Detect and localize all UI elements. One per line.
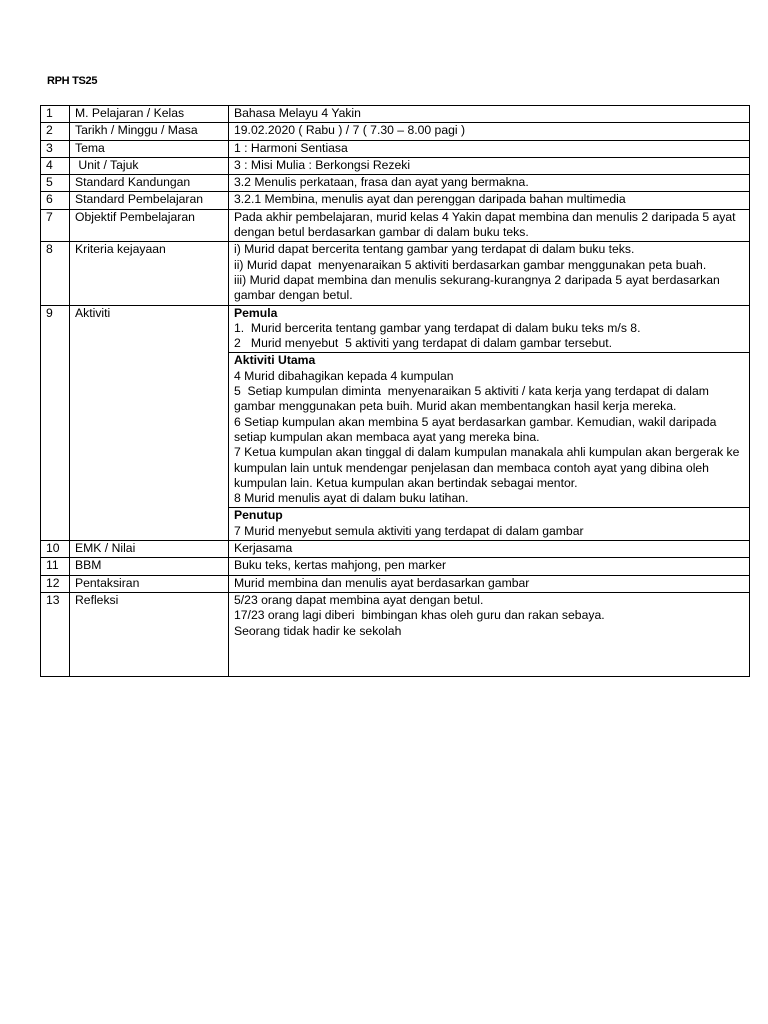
row-value: Murid membina dan menulis ayat berdasarkan gambar — [229, 575, 750, 592]
table-row — [41, 242, 750, 305]
row-value — [229, 242, 750, 305]
row-label: BBM — [70, 558, 229, 575]
blank-space — [234, 639, 749, 675]
reflection-line: 5/23 orang dapat membina ayat dengan betul. — [234, 592, 484, 607]
row-number: 7 — [41, 209, 70, 242]
row-label: Tema — [70, 140, 229, 157]
table-row — [41, 575, 750, 592]
row-value: 19.02.2020 ( Rabu ) / 7 ( 7.30 – 8.00 pagi ) — [229, 123, 750, 140]
activity-line: 5 Setiap kumpulan diminta menyenaraikan 5 aktiviti / kata kerja yang terdapat di dalam gambar menggunakan peta buih. Murid akan membentangkan hasil kerja mereka. — [234, 384, 713, 414]
row-value: 3.2 Menulis perkataan, frasa dan ayat yang bermakna. — [229, 175, 750, 192]
row-number: 12 — [41, 575, 70, 592]
criteria-line: ii) Murid dapat menyenaraikan 5 aktiviti berdasarkan gambar menggunakan peta buah. — [234, 257, 707, 272]
activity-line: 2 Murid menyebut 5 aktiviti yang terdapat di dalam gambar tersebut. — [234, 336, 613, 351]
row-value: Kerjasama — [229, 541, 750, 558]
activity-utama — [229, 353, 750, 508]
reflection-line: Seorang tidak hadir ke sekolah — [234, 623, 402, 638]
row-value: Bahasa Melayu 4 Yakin — [229, 106, 750, 123]
table-row — [41, 192, 750, 209]
section-heading: Aktiviti Utama — [234, 353, 316, 368]
row-value: 3.2.1 Membina, menulis ayat dan perenggan daripada bahan multimedia — [229, 192, 750, 209]
row-label: Standard Kandungan — [70, 175, 229, 192]
row-number: 11 — [41, 558, 70, 575]
row-label: Pentaksiran — [70, 575, 229, 592]
row-label: Unit / Tajuk — [70, 157, 229, 174]
activity-line: 7 Murid menyebut semula aktiviti yang terdapat di dalam gambar — [234, 523, 584, 538]
row-label: Refleksi — [70, 592, 229, 676]
table-row — [41, 592, 750, 676]
row-value — [229, 592, 750, 676]
row-label: Kriteria kejayaan — [70, 242, 229, 305]
row-label: Objektif Pembelajaran — [70, 209, 229, 242]
row-number: 6 — [41, 192, 70, 209]
table-row — [41, 541, 750, 558]
row-number: 9 — [41, 305, 70, 540]
table-row — [41, 175, 750, 192]
criteria-line: i) Murid dapat bercerita tentang gambar yang terdapat di dalam buku teks. — [234, 242, 635, 257]
document-title: RPH TS25 — [47, 75, 98, 87]
activity-line: 7 Ketua kumpulan akan tinggal di dalam kumpulan manakala ahli kumpulan akan bergerak ke kumpulan lain untuk mendengar penjelasan dan membaca contoh ayat yang dibina oleh kumpulan lain. Ketua kumpulan akan bertindak sebagai mentor. — [234, 445, 743, 490]
row-label: Standard Pembelajaran — [70, 192, 229, 209]
criteria-line: iii) Murid dapat membina dan menulis sekurang-kurangnya 2 daripada 5 ayat berdasarkan gambar dengan betul. — [234, 272, 724, 303]
activity-line: 4 Murid dibahagikan kepada 4 kumpulan — [234, 368, 454, 383]
table-row — [41, 209, 750, 242]
lesson-plan-table — [40, 105, 750, 677]
row-label: EMK / Nilai — [70, 541, 229, 558]
row-label: Tarikh / Minggu / Masa — [70, 123, 229, 140]
row-value: 3 : Misi Mulia : Berkongsi Rezeki — [229, 157, 750, 174]
row-value: 1 : Harmoni Sentiasa — [229, 140, 750, 157]
row-number: 4 — [41, 157, 70, 174]
row-label: Aktiviti — [70, 305, 229, 540]
table-row — [41, 558, 750, 575]
row-number: 13 — [41, 592, 70, 676]
activity-line: 8 Murid menulis ayat di dalam buku latihan. — [234, 491, 469, 506]
table-row — [41, 140, 750, 157]
activity-line: 1. Murid bercerita tentang gambar yang terdapat di dalam buku teks m/s 8. — [234, 320, 641, 335]
row-value: Buku teks, kertas mahjong, pen marker — [229, 558, 750, 575]
row-number: 5 — [41, 175, 70, 192]
section-heading: Pemula — [234, 305, 278, 320]
row-number: 8 — [41, 242, 70, 305]
activity-penutup — [229, 508, 750, 541]
row-label: M. Pelajaran / Kelas — [70, 106, 229, 123]
reflection-line: 17/23 orang lagi diberi bimbingan khas oleh guru dan rakan sebaya. — [234, 608, 605, 623]
row-value: Pada akhir pembelajaran, murid kelas 4 Yakin dapat membina dan menulis 2 daripada 5 ayat dengan betul berdasarkan gambar di dalam buku teks. — [229, 209, 750, 242]
row-number: 3 — [41, 140, 70, 157]
row-number: 1 — [41, 106, 70, 123]
activity-line: 6 Setiap kumpulan akan membina 5 ayat berdasarkan gambar. Kemudian, wakil daripada setiap kumpulan akan membaca ayat yang mereka bina. — [234, 414, 720, 444]
table-row — [41, 157, 750, 174]
row-number: 2 — [41, 123, 70, 140]
row-number: 10 — [41, 541, 70, 558]
table-row — [41, 305, 750, 353]
table-row — [41, 106, 750, 123]
table-row — [41, 123, 750, 140]
activity-pemula — [229, 305, 750, 353]
section-heading: Penutup — [234, 508, 283, 523]
